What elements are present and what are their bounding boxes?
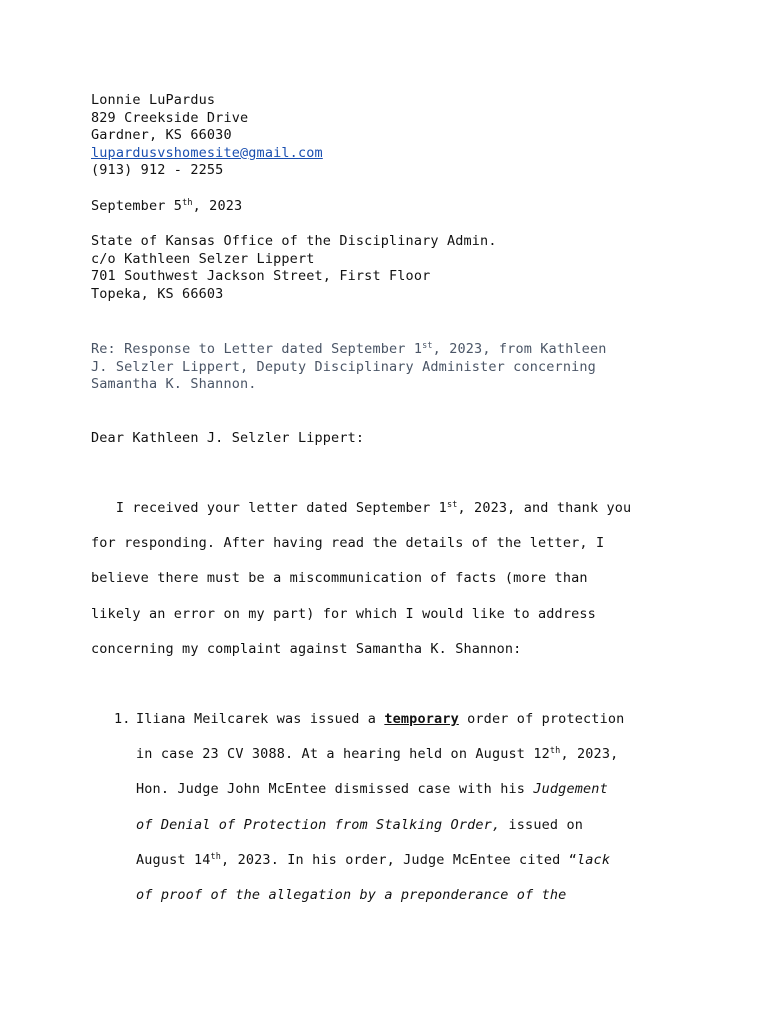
emphasis-temporary: temporary: [384, 711, 459, 727]
intro-line-1: I received your letter dated September 1: [91, 500, 447, 516]
item1-line-6-italic: of proof of the allegation by a preponderance of the: [136, 887, 567, 903]
intro-line-4: likely an error on my part) for which I would like to address: [91, 606, 596, 622]
salutation: [91, 430, 731, 448]
sender-name: Lonnie LuPardus: [91, 92, 216, 108]
intro-line-3: believe there must be a miscommunication of facts (more than: [91, 570, 588, 586]
intro-ordinal: st: [446, 500, 458, 510]
sender-email-link[interactable]: lupardusvshomesite@gmail.com: [91, 144, 323, 161]
item1-line-3-italic: Judgement: [533, 781, 608, 797]
recipient-line-4: Topeka, KS 66603: [91, 285, 224, 302]
item1-line-4-end: issued on: [500, 817, 583, 833]
sender-city: Gardner, KS 66030: [91, 127, 232, 144]
item1-ordinal-1: th: [549, 746, 561, 756]
sender-phone: (913) 912 - 2255: [91, 162, 224, 179]
intro-line-1-end: , 2023, and thank you: [457, 500, 632, 516]
item1-line-2-end: , 2023,: [560, 746, 619, 762]
recipient-line-1: State of Kansas Office of the Disciplinary Admin.: [91, 233, 497, 249]
item1-line-5-italic: lack: [577, 852, 611, 868]
recipient-line-2: c/o Kathleen Selzer Lippert: [91, 250, 315, 267]
letter-date: [91, 198, 731, 216]
item1-line-3: Hon. Judge John McEntee dismissed case with his: [136, 781, 534, 797]
date-year: , 2023: [192, 198, 243, 214]
sender-address: [91, 92, 731, 180]
item1-line-5: August 14: [136, 852, 211, 868]
re-ordinal: st: [422, 341, 433, 351]
intro-line-5: concerning my complaint against Samantha K. Shannon:: [91, 641, 522, 657]
item1-line-4-italic: of Denial of Protection from Stalking Order,: [136, 817, 501, 833]
recipient-address: [91, 233, 731, 303]
intro-line-2: for responding. After having read the details of the letter, I: [91, 535, 605, 551]
item1-line-1: Iliana Meilcarek was issued a: [136, 711, 385, 727]
list-item-number: 1.: [114, 711, 131, 727]
re-text-1-end: , 2023, from Kathleen: [432, 341, 607, 357]
re-text-3: Samantha K. Shannon.: [91, 376, 257, 393]
salutation-text: Dear Kathleen J. Selzler Lippert:: [91, 430, 365, 446]
subject-line: [91, 341, 731, 394]
date-ordinal: th: [182, 198, 193, 208]
recipient-line-3: 701 Southwest Jackson Street, First Floor: [91, 268, 431, 285]
re-text-1: Response to Letter dated September 1: [115, 341, 423, 357]
item1-line-2: in case 23 CV 3088. At a hearing held on August 12: [136, 746, 550, 762]
re-text-2: J. Selzler Lippert, Deputy Disciplinary Administer concerning: [91, 358, 596, 375]
sender-street: 829 Creekside Drive: [91, 109, 249, 126]
item1-line-1-end: order of protection: [458, 711, 625, 727]
date-text: September 5: [91, 198, 183, 214]
item1-ordinal-2: th: [210, 852, 222, 862]
item1-line-5-mid: , 2023. In his order, Judge McEntee cited “: [221, 852, 577, 868]
re-label: Re:: [91, 341, 116, 357]
